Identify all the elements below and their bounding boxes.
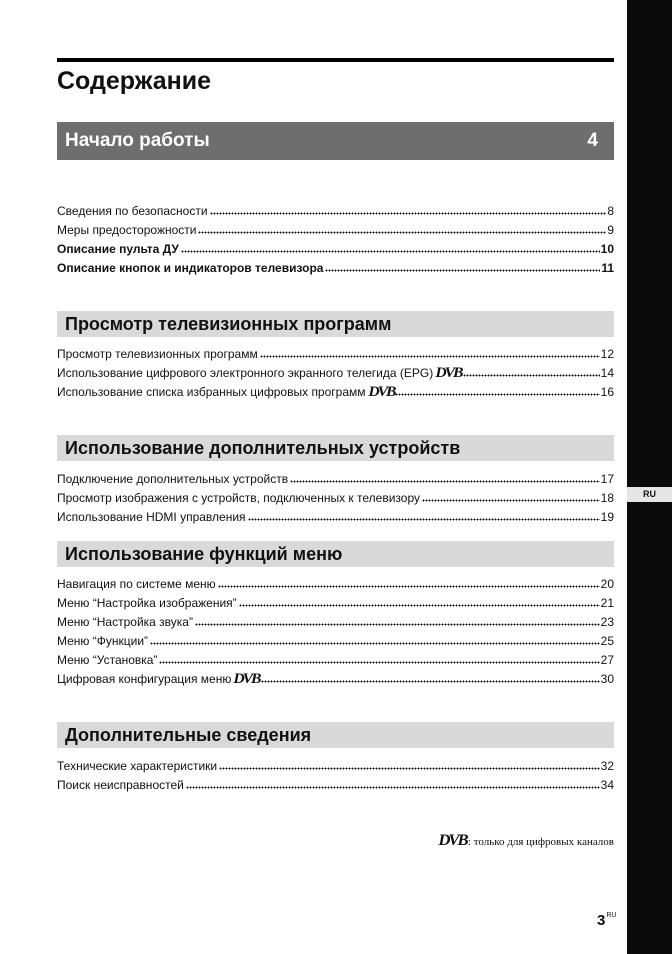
toc-entry-label: Использование цифрового электронного экранного телегида (EPG) bbox=[57, 366, 434, 380]
toc-entry-page: 16 bbox=[600, 385, 614, 399]
toc-entry-page: 11 bbox=[601, 261, 614, 275]
dvb-logo-icon: DVB bbox=[435, 365, 462, 381]
toc-list-additional-info bbox=[57, 754, 614, 792]
dot-leader bbox=[218, 585, 600, 588]
toc-entry-label: Меню “Функции” bbox=[57, 634, 149, 648]
toc-entry[interactable] bbox=[57, 486, 614, 505]
toc-entry-page: 20 bbox=[600, 577, 614, 591]
footnote-text: : только для цифровых каналов bbox=[467, 836, 614, 848]
toc-entry-label: Просмотр изображения с устройств, подключенных к телевизору bbox=[57, 491, 420, 505]
toc-entry-page: 14 bbox=[600, 366, 614, 380]
section-heading-getting-started bbox=[57, 122, 614, 160]
toc-entry[interactable] bbox=[57, 610, 614, 629]
toc-entry[interactable] bbox=[57, 199, 614, 218]
toc-entry-page: 9 bbox=[607, 223, 614, 237]
dot-leader bbox=[325, 269, 600, 272]
toc-entry-page: 8 bbox=[607, 204, 614, 218]
section-heading-menu-functions bbox=[57, 541, 614, 567]
top-rule bbox=[57, 58, 614, 62]
page-title: Содержание bbox=[57, 67, 212, 95]
dot-leader bbox=[260, 355, 600, 358]
toc-entry-label: Просмотр телевизионных программ bbox=[57, 347, 258, 361]
toc-entry[interactable] bbox=[57, 342, 614, 361]
toc-entry[interactable] bbox=[57, 773, 614, 792]
toc-entry[interactable] bbox=[57, 237, 614, 256]
toc-entry-page: 34 bbox=[600, 778, 614, 792]
section-heading-additional-info bbox=[57, 722, 614, 748]
toc-entry-label: Меню “Настройка изображения” bbox=[57, 596, 237, 610]
toc-entry[interactable] bbox=[57, 361, 614, 380]
toc-entry-page: 23 bbox=[600, 615, 614, 629]
dvb-logo-icon: DVB bbox=[438, 832, 467, 849]
toc-entry-page: 27 bbox=[600, 653, 614, 667]
section-heading-label: Просмотр телевизионных программ bbox=[65, 313, 392, 334]
dvb-footnote bbox=[404, 834, 614, 848]
toc-entry-page: 10 bbox=[600, 242, 614, 256]
toc-entry[interactable] bbox=[57, 505, 614, 524]
toc-entry[interactable] bbox=[57, 380, 614, 399]
toc-list-watching-tv bbox=[57, 342, 614, 399]
dot-leader bbox=[186, 786, 600, 789]
toc-entry-label: Меню “Установка” bbox=[57, 653, 158, 667]
section-heading-page: 4 bbox=[587, 130, 598, 151]
toc-entry-label: Технические характеристики bbox=[57, 759, 218, 773]
toc-entry-label: Использование списка избранных цифровых программ bbox=[57, 385, 366, 399]
dot-leader bbox=[422, 499, 600, 502]
toc-entry[interactable] bbox=[57, 467, 614, 486]
toc-entry-page: 21 bbox=[600, 596, 614, 610]
dot-leader bbox=[395, 393, 599, 396]
toc-entry[interactable] bbox=[57, 648, 614, 667]
section-heading-optional-equipment bbox=[57, 435, 614, 461]
toc-entry-page: 12 bbox=[600, 347, 614, 361]
toc-entry-label: Подключение дополнительных устройств bbox=[57, 472, 289, 486]
toc-entry-page: 32 bbox=[600, 759, 614, 773]
dot-leader bbox=[159, 661, 599, 664]
toc-entry-page: 25 bbox=[600, 634, 614, 648]
dot-leader bbox=[198, 231, 606, 234]
toc-entry-page: 17 bbox=[600, 472, 614, 486]
toc-entry-label: Поиск неисправностей bbox=[57, 778, 184, 792]
section-heading-label: Использование функций меню bbox=[65, 543, 343, 564]
toc-entry[interactable] bbox=[57, 591, 614, 610]
section-heading-watching-tv bbox=[57, 311, 614, 337]
dvb-logo-icon: DVB bbox=[367, 384, 394, 400]
toc-list-optional-equipment bbox=[57, 467, 614, 524]
toc-entry-label: Навигация по системе меню bbox=[57, 577, 216, 591]
toc-list-menu-functions bbox=[57, 572, 614, 686]
toc-entry-label: Описание пульта ДУ bbox=[57, 242, 179, 256]
dot-leader bbox=[210, 212, 607, 215]
toc-entry-label: Меню “Настройка звука” bbox=[57, 615, 193, 629]
dot-leader bbox=[463, 374, 600, 377]
dvb-logo-icon: DVB bbox=[233, 671, 260, 687]
page-number bbox=[597, 912, 616, 929]
toc-entry[interactable] bbox=[57, 256, 614, 275]
dot-leader bbox=[248, 518, 600, 521]
toc-entry-page: 30 bbox=[600, 672, 614, 686]
toc-entry-label: Использование HDMI управления bbox=[57, 510, 246, 524]
section-heading-label: Дополнительные сведения bbox=[65, 724, 312, 745]
toc-entry[interactable] bbox=[57, 629, 614, 648]
language-tab: RU bbox=[627, 487, 672, 502]
dot-leader bbox=[150, 642, 600, 645]
toc-entry-label: Меры предосторожности bbox=[57, 223, 197, 237]
dot-leader bbox=[219, 767, 600, 770]
toc-entry-label: Цифровая конфигурация меню bbox=[57, 672, 232, 686]
toc-entry[interactable] bbox=[57, 754, 614, 773]
section-heading-label: Использование дополнительных устройств bbox=[65, 437, 461, 458]
dot-leader bbox=[239, 604, 600, 607]
side-strip bbox=[627, 0, 672, 954]
toc-entry[interactable] bbox=[57, 218, 614, 237]
page-number-suffix: RU bbox=[606, 912, 617, 919]
toc-entry-label: Описание кнопок и индикаторов телевизора bbox=[57, 261, 324, 275]
toc-list-getting-started bbox=[57, 199, 614, 275]
dot-leader bbox=[290, 480, 600, 483]
dot-leader bbox=[195, 623, 600, 626]
toc-entry[interactable] bbox=[57, 572, 614, 591]
section-heading-label: Начало работы bbox=[65, 130, 210, 151]
page-number-value: 3 bbox=[597, 912, 606, 929]
toc-entry-page: 18 bbox=[600, 491, 614, 505]
toc-entry[interactable] bbox=[57, 667, 614, 686]
dot-leader bbox=[181, 250, 600, 253]
dot-leader bbox=[261, 680, 599, 683]
toc-entry-page: 19 bbox=[600, 510, 614, 524]
toc-entry-label: Сведения по безопасности bbox=[57, 204, 208, 218]
